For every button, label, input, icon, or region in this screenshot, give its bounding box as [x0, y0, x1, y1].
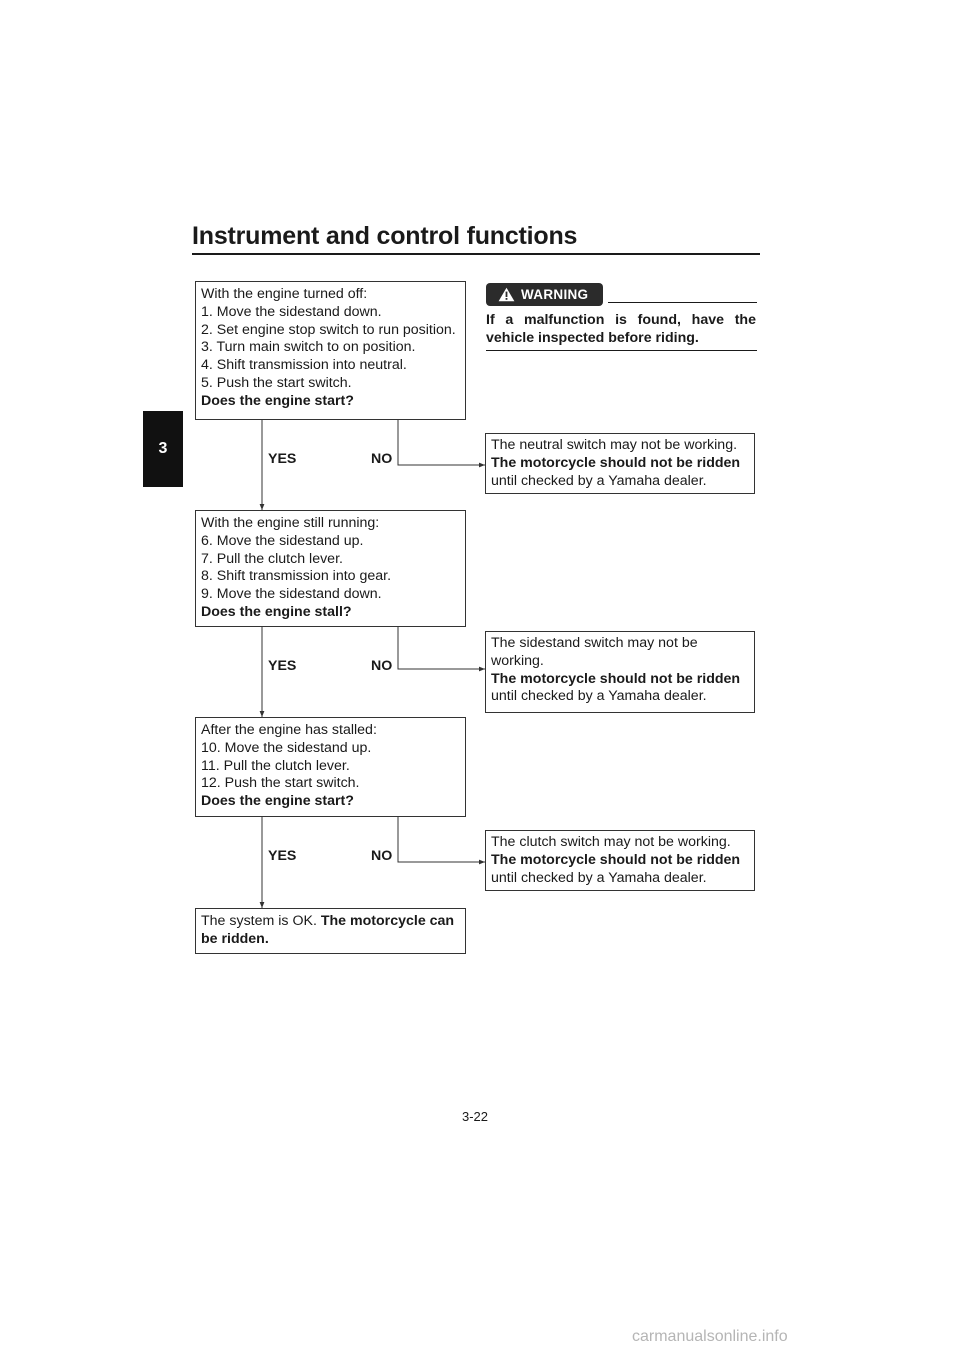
warning-text: If a malfunction is found, have the vehicle inspected before riding. — [486, 312, 756, 346]
result-tail: until checked by a Yamaha dealer. — [491, 688, 707, 705]
step-line: 1. Move the sidestand down. — [201, 303, 382, 320]
warning-triangle-icon — [498, 287, 515, 302]
no-label: NO — [371, 848, 393, 864]
step-line: After the engine has stalled: — [201, 722, 377, 738]
step-question: Does the engine start? — [201, 793, 354, 810]
step-line: 11. Pull the clutch lever. — [201, 757, 350, 774]
step-line: 8. Shift transmission into gear. — [201, 568, 392, 585]
step-line: 10. Move the sidestand up. — [201, 739, 372, 756]
result-bold: The motorcycle should not be ridden — [491, 670, 741, 687]
result-tail: until checked by a Yamaha dealer. — [491, 869, 707, 886]
result-box-1 — [485, 433, 755, 494]
step-box-3 — [195, 717, 466, 817]
page-title: Instrument and control functions — [192, 222, 578, 250]
result-bold: The motorcycle should not be ridden — [491, 851, 741, 868]
step-line: 2. Set engine stop switch to run position. — [201, 321, 456, 338]
result-bold: The motorcycle should not be ridden — [491, 454, 741, 471]
step-box-1 — [195, 281, 466, 420]
yes-label: YES — [268, 848, 297, 864]
result-line: The clutch switch may not be working. — [491, 834, 731, 850]
result-tail: until checked by a Yamaha dealer. — [491, 472, 707, 489]
no-connector-3 — [398, 816, 485, 862]
final-bold-1: The motorcycle can — [320, 913, 455, 929]
step-line: 12. Push the start switch. — [201, 775, 360, 792]
chapter-tab: 3 — [143, 411, 183, 487]
no-connector-1 — [398, 419, 485, 465]
yes-label: YES — [268, 658, 297, 674]
warning-rule-bottom — [486, 350, 757, 351]
step-question: Does the engine start? — [201, 392, 354, 409]
step-line: 7. Pull the clutch lever. — [201, 550, 343, 567]
step-line: 4. Shift transmission into neutral. — [201, 357, 407, 374]
no-connector-2 — [398, 626, 485, 669]
no-label: NO — [371, 658, 393, 674]
step-question: Does the engine stall? — [201, 603, 352, 620]
yes-label: YES — [268, 451, 297, 467]
no-label: NO — [371, 451, 393, 467]
step-line: 3. Turn main switch to on position. — [201, 339, 416, 356]
step-box-2 — [195, 510, 466, 627]
result-line: working. — [491, 652, 544, 669]
warning-rule-top — [608, 302, 757, 303]
step-line: With the engine turned off: — [201, 286, 368, 302]
page-number: 3-22 — [462, 1109, 489, 1124]
final-box — [195, 908, 466, 954]
result-line: The neutral switch may not be working. — [491, 437, 738, 453]
step-line: With the engine still running: — [201, 515, 380, 531]
final-bold-2: be ridden. — [201, 930, 269, 947]
result-box-2 — [485, 631, 755, 713]
warning-badge — [486, 283, 603, 306]
step-line: 9. Move the sidestand down. — [201, 586, 382, 603]
warning-badge-label: WARNING — [521, 287, 589, 302]
final-text: The system is OK. — [201, 913, 321, 929]
watermark: carmanualsonline.info — [632, 1328, 788, 1345]
result-box-3 — [485, 830, 755, 891]
step-line: 6. Move the sidestand up. — [201, 532, 364, 549]
step-line: 5. Push the start switch. — [201, 374, 352, 391]
result-line: The sidestand switch may not be — [491, 635, 698, 651]
